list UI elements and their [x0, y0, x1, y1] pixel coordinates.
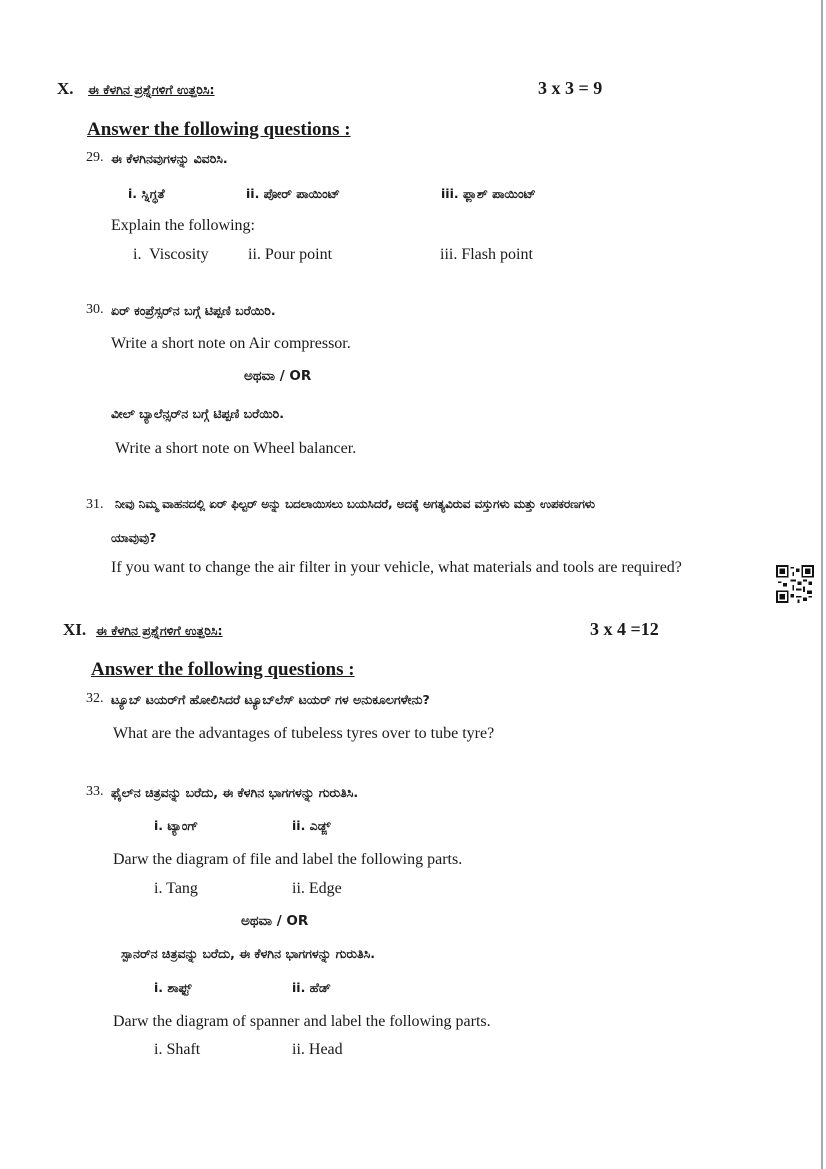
section-xi-heading: Answer the following questions : — [91, 659, 355, 680]
q33-alt-option-en-2: ii. Head — [292, 1041, 343, 1058]
section-x-instruction: ಈ ಕೆಳಗಿನ ಪ್ರಶ್ನೆಗಳಿಗೆ ಉತ್ತರಿಸಿ: — [88, 82, 215, 97]
q31-text-kn-line2: ಯಾವುವು? — [111, 530, 157, 545]
section-x-marks: 3 x 3 = 9 — [538, 78, 603, 98]
q33-alt-option-kn-1: i. ಶಾಫ್ಟ್ — [154, 980, 192, 995]
section-xi-label: XI. — [63, 620, 87, 639]
q33-alt-text-kn: ಸ್ಪಾನರ್‌ನ ಚಿತ್ರವನ್ನು ಬರೆದು, ಈ ಕೆಳಗಿನ ಭಾಗಗಳನ್ನು ಗುರುತಿಸಿ. — [121, 946, 376, 961]
q33-option-en-1: i. Tang — [154, 880, 198, 897]
q33-text-kn: ಫೈಲ್‌ನ ಚಿತ್ರವನ್ನು ಬರೆದು, ಈ ಕೆಳಗಿನ ಭಾಗಗಳನ್ನು ಗುರುತಿಸಿ. — [111, 785, 359, 800]
q33-or: ಅಥವಾ / OR — [241, 913, 309, 929]
section-xi-instruction: ಈ ಕೆಳಗಿನ ಪ್ರಶ್ನೆಗಳಿಗೆ ಉತ್ತರಿಸಿ: — [96, 623, 223, 638]
q29-option-kn-3: iii. ಫ್ಲಾಶ್ ಪಾಯಿಂಟ್ — [441, 186, 536, 201]
q33-number: 33. — [86, 784, 104, 799]
q30-number: 30. — [86, 302, 104, 317]
section-x-heading: Answer the following questions : — [87, 119, 351, 140]
q29-option-en-2: ii. Pour point — [248, 246, 333, 263]
q31-text-en: If you want to change the air filter in your vehicle, what materials and tools are required? — [111, 559, 682, 576]
q33-alt-option-en-1: i. Shaft — [154, 1041, 201, 1058]
q29-option-en-1: i. Viscosity — [133, 246, 209, 263]
q33-text-en: Darw the diagram of file and label the following parts. — [113, 851, 463, 868]
q30-alt-text-en: Write a short note on Wheel balancer. — [115, 440, 357, 457]
q29-number: 29. — [86, 150, 104, 165]
q31-number: 31. — [86, 497, 104, 512]
q33-option-kn-1: i. ಟ್ಯಾಂಗ್ — [154, 818, 199, 833]
q33-option-kn-2: ii. ಎಡ್ಜ್ — [292, 818, 331, 833]
q32-number: 32. — [86, 691, 104, 706]
q29-text-kn: ಈ ಕೆಳಗಿನವುಗಳನ್ನು ವಿವರಿಸಿ. — [111, 151, 228, 166]
q29-option-kn-1: i. ಸ್ನಿಗ್ಧತೆ — [128, 186, 165, 201]
section-xi-marks: 3 x 4 =12 — [590, 619, 659, 639]
q32-text-kn: ಟ್ಯೂಬ್ ಟಯರ್‌ಗೆ ಹೋಲಿಸಿದರೆ ಟ್ಯೂಬ್‌ಲೆಸ್ ಟಯರ್ ಗಳ ಅನುಕೂಲಗಳೇನು? — [111, 692, 430, 707]
page-edge-line — [821, 0, 823, 1169]
q30-text-en: Write a short note on Air compressor. — [111, 335, 351, 352]
q30-or: ಅಥವಾ / OR — [244, 368, 312, 384]
q29-option-kn-2: ii. ಪೋರ್ ಪಾಯಿಂಟ್ — [246, 186, 340, 201]
qr-code — [776, 565, 814, 603]
q32-text-en: What are the advantages of tubeless tyres over to tube tyre? — [113, 725, 495, 742]
q29-option-en-3: iii. Flash point — [440, 246, 533, 263]
section-x-label: X. — [57, 79, 74, 98]
q33-alt-text-en: Darw the diagram of spanner and label the following parts. — [113, 1013, 491, 1030]
q30-alt-text-kn: ವೀಲ್ ಬ್ಯಾಲೆನ್ಸರ್‌ನ ಬಗ್ಗೆ ಟಿಪ್ಪಣಿ ಬರೆಯಿರಿ. — [111, 406, 285, 421]
q30-text-kn: ಏರ್ ಕಂಪ್ರೆಸ್ಸರ್‌ನ ಬಗ್ಗೆ ಟಿಪ್ಪಣಿ ಬರೆಯಿರಿ. — [111, 303, 276, 318]
q33-option-en-2: ii. Edge — [292, 880, 342, 897]
q33-alt-option-kn-2: ii. ಹೆಡ್ — [292, 980, 331, 995]
q29-text-en: Explain the following: — [111, 217, 255, 234]
q31-text-kn-line1: ನೀವು ನಿಮ್ಮ ವಾಹನದಲ್ಲಿ ಏರ್ ಫಿಲ್ಟರ್ ಅನ್ನು ಬದಲಾಯಿಸಲು ಬಯಸಿದರೆ, ಅದಕ್ಕೆ ಅಗತ್ಯವಿರುವ ವಸ್ತುಗಳು ಮತ್ತು ಉಪಕರಣಗಳು — [115, 497, 595, 511]
